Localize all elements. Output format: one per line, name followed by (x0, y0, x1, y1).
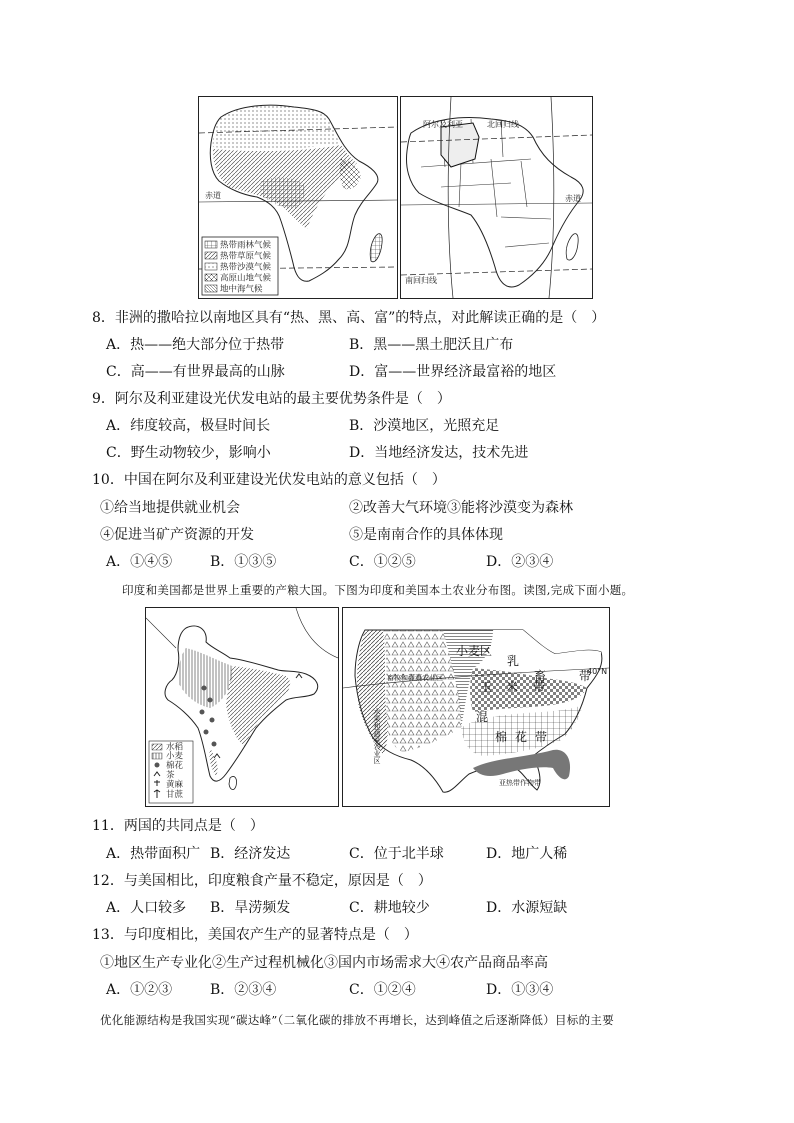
question-10-stem: 10．中国在阿尔及利亚建设光伏发电站的意义包括（ ） (92, 472, 446, 488)
q8-option-b[interactable]: B．黑——黑土肥沃且广布 (349, 337, 514, 353)
equator-right-label: 赤道 (565, 194, 581, 203)
q9-option-c[interactable]: C．野生动物较少，影响小 (106, 445, 271, 461)
legend-savanna: 热带草原气候 (220, 251, 272, 262)
corn-label-2: 米 (506, 680, 519, 694)
corn-label-1: 玉 (480, 680, 493, 694)
q11-option-a[interactable]: A．热带面积广 (106, 846, 201, 862)
legend-mediterranean: 地中海气候 (220, 284, 263, 295)
q12-option-a[interactable]: A．人口较多 (106, 900, 187, 916)
q11-option-d[interactable]: D．地广人稀 (486, 846, 568, 862)
q13-option-d[interactable]: D．①③④ (486, 982, 554, 998)
question-8-stem: 8．非洲的撒哈拉以南地区具有“热、黑、高、富”的特点，对此解读正确的是（ ） (92, 310, 606, 326)
belt-label: 带 (579, 669, 592, 683)
tropic-capricorn-label: 南回归线 (405, 276, 437, 285)
question-12-stem: 12．与美国相比，印度粮食产量不稳定，原因是（ ） (92, 873, 432, 889)
q11-option-c[interactable]: C．位于北半球 (349, 846, 444, 862)
q10-option-c[interactable]: C．①②⑤ (349, 554, 416, 570)
question-9-stem: 9．阿尔及利亚建设光伏发电站的最主要优势条件是（ ） (92, 391, 451, 407)
wheat-area-label: 小麦区 (456, 644, 493, 658)
cotton-label-3: 带 (535, 730, 548, 744)
legend-sugarcane: 甘蔗 (166, 790, 184, 800)
q11-option-b[interactable]: B．经济发达 (210, 846, 291, 862)
equator-label: 赤道 (205, 191, 221, 200)
africa-climate-map (198, 96, 398, 299)
q9-option-a[interactable]: A．纬度较高，极昼时间长 (106, 418, 271, 434)
tropic-cancer-label: 北回归线 (487, 120, 519, 129)
q10-option-b[interactable]: B．①③⑤ (210, 554, 277, 570)
algeria-label: 阿尔及利亚 (423, 120, 463, 129)
q8-option-c[interactable]: C．高——有世界最高的山脉 (106, 364, 285, 380)
legend-wheat: 小麦 (166, 751, 184, 762)
passage-carbon-peak: 优化能源结构是我国实现“碳达峰”（二氧化碳的排放不再增长，达到峰值之后逐渐降低）目标的主要 (100, 1013, 615, 1027)
q10-item-1: ①给当地提供就业机会 (100, 500, 240, 516)
q10-item-2-3: ②改善大气环境③能将沙漠变为森林 (349, 500, 573, 516)
q13-option-c[interactable]: C．①②④ (349, 982, 416, 998)
q13-items: ①地区生产专业化②生产过程机械化③国内市场需求大④农产品商品率高 (100, 955, 548, 971)
q13-option-a[interactable]: A．①②③ (106, 982, 173, 998)
q13-option-b[interactable]: B．②③④ (210, 982, 277, 998)
fruit-veg-label: 水果和蔬菜农业区 (373, 708, 381, 764)
q10-item-5: ⑤是南南合作的具体体现 (349, 527, 503, 543)
livestock-label: 畜 (534, 669, 547, 683)
q12-option-d[interactable]: D．水源短缺 (486, 900, 568, 916)
forty-n-label: 40°N (587, 667, 608, 676)
legend-jute: 黄麻 (166, 780, 184, 790)
legend-rice: 水稻 (166, 742, 184, 753)
subtropical-label: 亚热带作物带 (499, 779, 541, 787)
legend-cotton: 棉花 (166, 761, 184, 771)
q8-option-a[interactable]: A．热——绝大部分位于热带 (106, 337, 285, 353)
q8-option-d[interactable]: D．富——世界经济最富裕的地区 (349, 364, 557, 380)
q10-option-a[interactable]: A．①④⑤ (106, 554, 173, 570)
passage-intro-india-usa: 印度和美国都是世界上重要的产粮大国。下图为印度和美国本土农业分布图。读图,完成下面小题。 (122, 583, 634, 597)
q12-option-c[interactable]: C．耕地较少 (349, 900, 430, 916)
africa-political-map (400, 96, 593, 299)
legend-tea: 茶 (166, 770, 175, 781)
dairy-label: 乳 (507, 654, 520, 668)
question-11-stem: 11．两国的共同点是（ ） (92, 818, 264, 834)
q9-option-d[interactable]: D．当地经济发达，技术先进 (349, 445, 529, 461)
question-13-stem: 13．与印度相比，美国农产生产的显著特点是（ ） (92, 927, 418, 943)
q9-option-b[interactable]: B．沙漠地区，光照充足 (349, 418, 500, 434)
legend-desert: 热带沙漠气候 (220, 262, 272, 273)
legend-rainforest: 热带雨林气候 (220, 240, 272, 251)
usa-agriculture-map (342, 607, 610, 807)
q10-item-4: ④促进当矿产资源的开发 (100, 527, 254, 543)
mixed-label: 混 (476, 710, 489, 724)
cotton-label-2: 花 (515, 730, 528, 744)
q10-option-d[interactable]: D．②③④ (486, 554, 554, 570)
cotton-label-1: 棉 (495, 730, 508, 744)
legend-highland: 高原山地气候 (220, 273, 272, 284)
corn-label-3: 带 (533, 680, 546, 694)
grazing-label: 畜牧和灌溉农业区 (387, 674, 443, 682)
q12-option-b[interactable]: B．旱涝频发 (210, 900, 291, 916)
india-agriculture-map (145, 607, 339, 807)
